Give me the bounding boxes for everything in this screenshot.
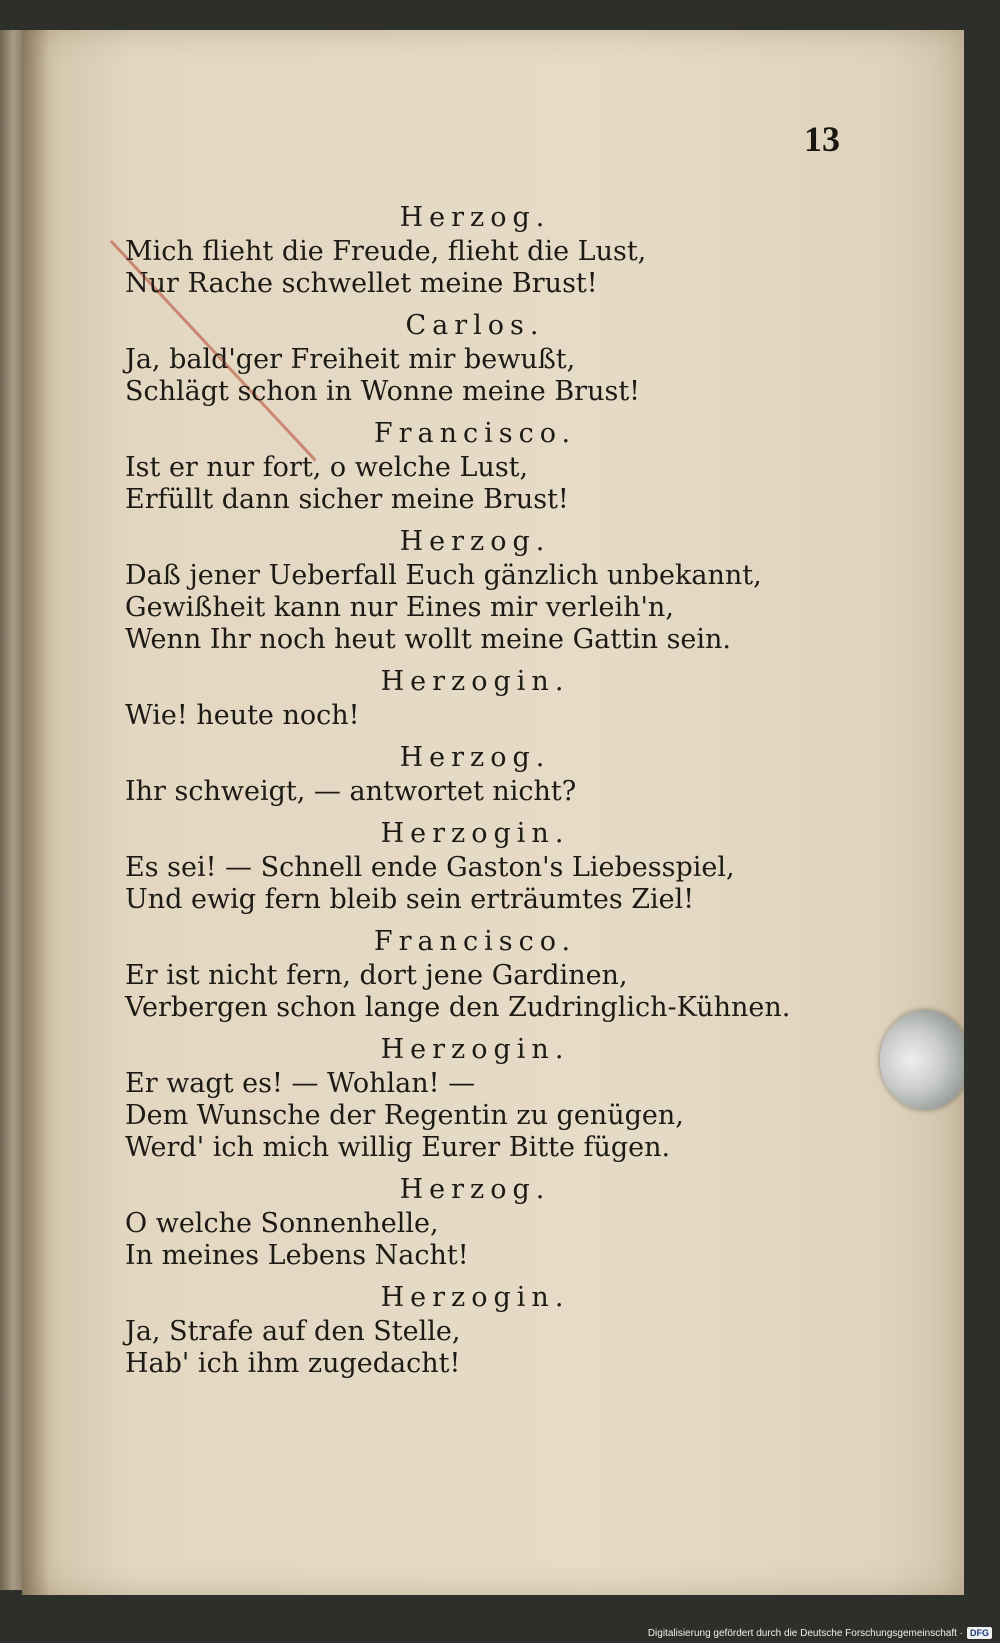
- verse-line: Ist er nur fort, o welche Lust,: [125, 452, 529, 483]
- stanza: [125, 524, 825, 656]
- verse-line: Er wagt es! — Wohlan! —: [125, 1068, 476, 1099]
- stanza: [125, 1032, 825, 1164]
- verse-line: Ja, Strafe auf den Stelle,: [125, 1316, 461, 1347]
- stanza: [125, 816, 825, 916]
- verse-line: Ihr schweigt, — antwortet nicht?: [125, 776, 577, 807]
- page-number: 13: [804, 119, 840, 159]
- verse-line: Er ist nicht fern, dort jene Gardinen,: [125, 960, 628, 991]
- verse-line: Und ewig fern bleib sein erträumtes Ziel!: [125, 884, 695, 915]
- verse-line: Es sei! — Schnell ende Gaston's Liebesspiel,: [125, 852, 735, 883]
- verse-line: Gewißheit kann nur Eines mir verleih'n,: [125, 592, 674, 623]
- stanza: [125, 740, 825, 808]
- speaker-name: Carlos.: [405, 310, 545, 341]
- stanza: [125, 1280, 825, 1380]
- speaker-name: Herzog.: [399, 202, 551, 233]
- digitization-credit: [648, 1627, 992, 1639]
- verse-line: Verbergen schon lange den Zudringlich-Kühnen.: [125, 992, 791, 1023]
- verse-line: Mich flieht die Freude, flieht die Lust,: [125, 236, 647, 267]
- speaker-name: Francisco.: [373, 926, 577, 957]
- verse-line: Erfüllt dann sicher meine Brust!: [125, 484, 569, 515]
- speaker-name: Herzogin.: [380, 1034, 570, 1065]
- speaker-name: Herzogin.: [380, 666, 570, 697]
- verse-line: Schlägt schon in Wonne meine Brust!: [125, 376, 641, 407]
- stanza: [125, 416, 825, 516]
- verse-line: Werd' ich mich willig Eurer Bitte fügen.: [125, 1132, 671, 1163]
- verse-line: Wenn Ihr noch heut wollt meine Gattin sein.: [125, 624, 732, 655]
- speaker-name: Herzogin.: [380, 818, 570, 849]
- verse-line: Wie! heute noch!: [125, 700, 360, 731]
- stanza: [125, 1172, 825, 1272]
- page-gutter-shadow: [22, 30, 50, 1595]
- stanza: [125, 308, 825, 408]
- glass-page-weight: [880, 1010, 970, 1110]
- verse-line: Daß jener Ueberfall Euch gänzlich unbekannt,: [125, 560, 762, 591]
- verse-line: Hab' ich ihm zugedacht!: [125, 1348, 461, 1379]
- book-spine-edge: [0, 30, 22, 1590]
- verse-line: Ja, bald'ger Freiheit mir bewußt,: [125, 344, 576, 375]
- speaker-name: Herzog.: [399, 526, 551, 557]
- stanza: [125, 200, 825, 300]
- verse-line: Dem Wunsche der Regentin zu genügen,: [125, 1100, 684, 1131]
- speaker-name: Francisco.: [373, 418, 577, 449]
- verse-line: In meines Lebens Nacht!: [125, 1240, 469, 1271]
- verse-line: O welche Sonnenhelle,: [125, 1208, 439, 1239]
- speaker-name: Herzog.: [399, 742, 551, 773]
- speaker-name: Herzog.: [399, 1174, 551, 1205]
- verse-line: Nur Rache schwellet meine Brust!: [125, 268, 598, 299]
- dfg-logo: DFG: [967, 1627, 992, 1639]
- scan-background-edge: [964, 30, 1000, 1595]
- stanza: [125, 924, 825, 1024]
- credit-text: Digitalisierung gefördert durch die Deutsche Forschungsgemeinschaft ·: [647, 1627, 963, 1639]
- stanza: [125, 664, 825, 732]
- speaker-name: Herzogin.: [380, 1282, 570, 1313]
- libretto-text: [125, 196, 825, 1388]
